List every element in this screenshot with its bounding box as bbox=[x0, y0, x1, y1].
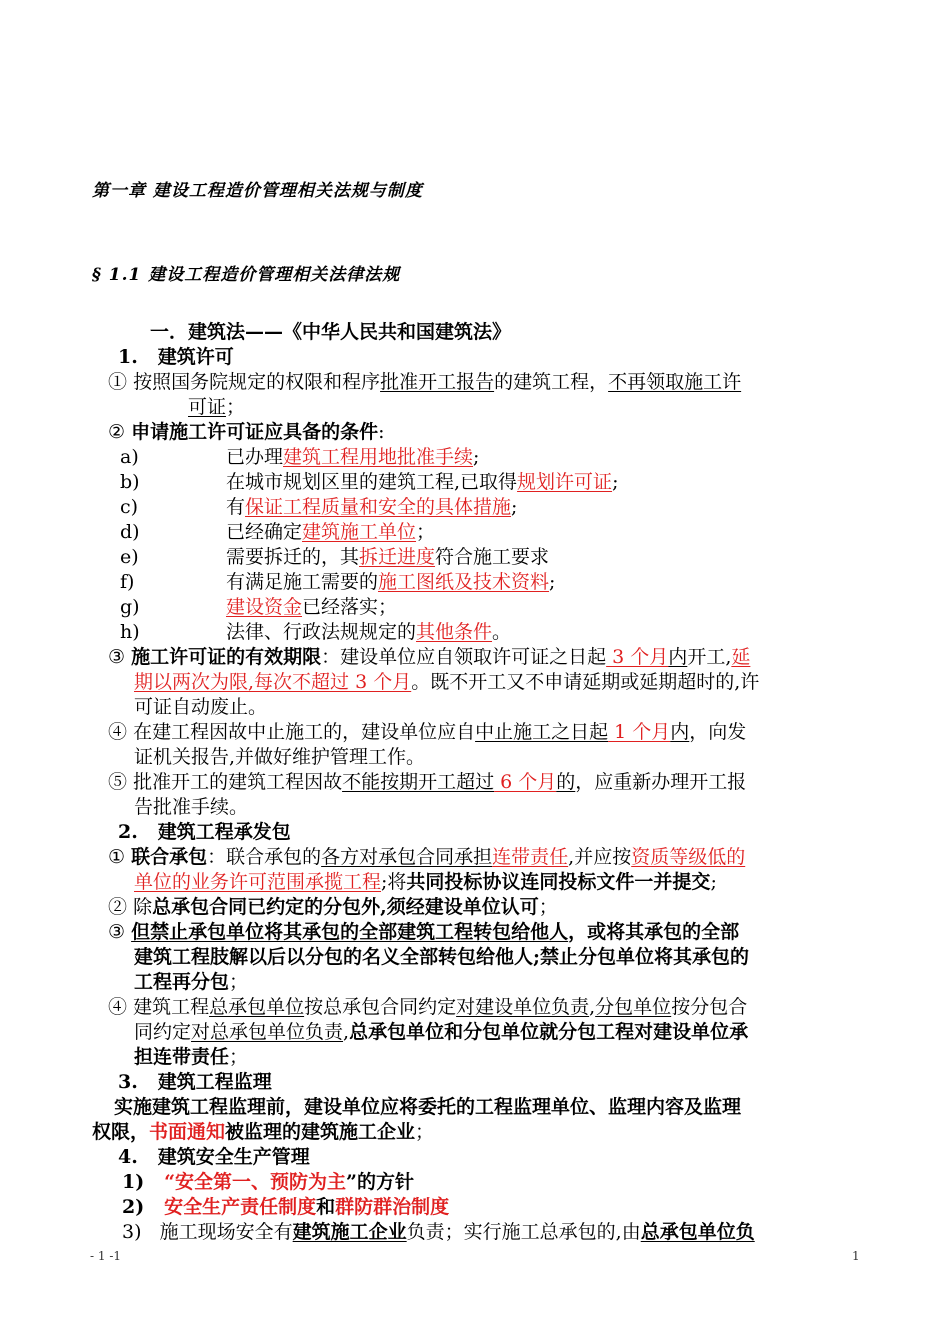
underlined-text: 对总承包单位负责 bbox=[191, 1021, 344, 1043]
circled-mark: ① bbox=[108, 371, 128, 393]
condition-h-text bbox=[226, 620, 511, 644]
underlined-text: 内 bbox=[668, 646, 688, 668]
condition-g bbox=[120, 595, 140, 619]
text: 已办理 bbox=[226, 446, 284, 468]
heading-3 bbox=[118, 1070, 272, 1094]
circled-mark: ① bbox=[108, 846, 126, 868]
contract-item-4 bbox=[108, 995, 747, 1019]
red-text: 1 个月 bbox=[608, 721, 671, 743]
heading-1-title: 建筑许可 bbox=[157, 346, 234, 368]
text: 在城市规划区里的建筑工程,已取得 bbox=[226, 471, 518, 493]
contract-item-1-cont bbox=[134, 870, 717, 894]
bold-text: 担连带责任 bbox=[134, 1046, 230, 1068]
red-text: 安全生产责任制度 bbox=[164, 1196, 317, 1218]
text: ,并应按 bbox=[568, 846, 632, 868]
text: 。既不开工又不申请延期或延期超时的,许 bbox=[411, 671, 760, 693]
safety-item-3 bbox=[122, 1220, 755, 1244]
text: 批准开工的建筑工程因故 bbox=[133, 771, 343, 793]
heading-3-num: 3. bbox=[118, 1071, 138, 1093]
bold-text: 联合承包 bbox=[131, 846, 208, 868]
red-text: 建筑工程用地批准手续 bbox=[283, 446, 474, 468]
permit-item-3 bbox=[108, 645, 750, 669]
underlined-text: 各方对承包合同承担 bbox=[321, 846, 493, 868]
underlined-text: 内 bbox=[670, 721, 690, 743]
underlined-text: 对建设单位负责 bbox=[456, 996, 590, 1018]
text: 有 bbox=[226, 496, 246, 518]
contract-item-1 bbox=[108, 845, 745, 869]
text: 证机关报告,并做好维护管理工作。 bbox=[134, 746, 426, 768]
permit-item-4-cont bbox=[134, 745, 425, 769]
condition-letter: e) bbox=[120, 546, 139, 568]
heading-2-num: 2. bbox=[118, 821, 138, 843]
text: 按照国务院规定的权限和程序 bbox=[133, 371, 381, 393]
supervision-line-2 bbox=[92, 1120, 434, 1144]
red-text: 规划许可证 bbox=[517, 471, 613, 493]
underlined-text: 分包单位 bbox=[595, 996, 672, 1018]
contract-item-4-cont bbox=[134, 1020, 748, 1044]
condition-letter: d) bbox=[120, 521, 140, 543]
contract-item-3-cont bbox=[134, 945, 749, 969]
condition-h bbox=[120, 620, 140, 644]
circled-mark: ③ bbox=[108, 646, 126, 668]
text: 按总承包合同约定 bbox=[304, 996, 457, 1018]
heading-1-num: 1. bbox=[118, 346, 138, 368]
heading-2 bbox=[118, 820, 291, 844]
text: ； bbox=[538, 896, 558, 918]
text: ;将 bbox=[381, 871, 407, 893]
red-text: 期以两次为限,每次不超过 3 个月 bbox=[134, 671, 412, 693]
permit-item-1 bbox=[108, 370, 741, 394]
permit-item-2 bbox=[108, 420, 385, 444]
underlined-text: 批准开工报告 bbox=[380, 371, 495, 393]
permit-item-5 bbox=[108, 770, 746, 794]
permit-item-5-cont bbox=[134, 795, 248, 819]
text: 法律、行政法规规定的 bbox=[226, 621, 417, 643]
item-num: 3) bbox=[122, 1221, 142, 1243]
red-text: 群防群治制度 bbox=[335, 1196, 450, 1218]
text: ; bbox=[612, 471, 619, 493]
bold-underlined-text: 但禁止承包单位将其承包的全部建筑工程转包给他人 bbox=[131, 921, 569, 943]
text: 符合施工要求 bbox=[435, 546, 550, 568]
condition-d-text bbox=[226, 520, 435, 544]
text: 和 bbox=[316, 1196, 336, 1218]
text: 可证自动废止。 bbox=[134, 696, 268, 718]
red-text: 延 bbox=[731, 646, 751, 668]
heading-4 bbox=[118, 1145, 310, 1169]
underlined-text: 不能按期开工超过 bbox=[342, 771, 495, 793]
bold-text: 共同投标协议连同投标文件一并提交 bbox=[406, 871, 711, 893]
text: ； bbox=[416, 521, 436, 543]
underlined-text: 可证 bbox=[188, 396, 227, 418]
heading-1 bbox=[118, 345, 234, 369]
heading-2-title: 建筑工程承发包 bbox=[157, 821, 291, 843]
heading-3-title: 建筑工程监理 bbox=[157, 1071, 272, 1093]
heading-4-title: 建筑安全生产管理 bbox=[157, 1146, 310, 1168]
text: 在建工程因故中止施工的，建设单位应自 bbox=[133, 721, 476, 743]
law-heading: 一．建筑法——《中华人民共和国建筑法》 bbox=[150, 321, 512, 343]
condition-b-text bbox=[226, 470, 618, 494]
text: 同约定 bbox=[134, 1021, 192, 1043]
bold-underlined-text: 建筑施工企业 bbox=[292, 1221, 407, 1243]
bold-text: 被监理的建筑施工企业 bbox=[225, 1121, 416, 1143]
permit-item-4 bbox=[108, 720, 746, 744]
text: , bbox=[589, 996, 596, 1018]
condition-f-text bbox=[226, 570, 555, 594]
circled-mark: ② bbox=[108, 421, 126, 443]
condition-c-text bbox=[226, 495, 517, 519]
condition-c bbox=[120, 495, 138, 519]
bold-text: 建筑工程肢解以后以分包的名义全部转包给他人;禁止分包单位将其承包的 bbox=[134, 946, 750, 968]
red-text: 保证工程质量和安全的具体措施 bbox=[245, 496, 512, 518]
supervision-line-1 bbox=[114, 1095, 741, 1119]
text: , bbox=[343, 1021, 350, 1043]
red-bold-text: 书面通知 bbox=[149, 1121, 226, 1143]
underlined-text: 不再领取施工许 bbox=[608, 371, 742, 393]
text: 告批准手续。 bbox=[134, 796, 249, 818]
bold-text: 施工许可证的有效期限 bbox=[131, 646, 322, 668]
condition-e bbox=[120, 545, 139, 569]
text: ; bbox=[473, 446, 480, 468]
condition-a bbox=[120, 445, 139, 469]
contract-item-2 bbox=[108, 895, 558, 919]
text: ； bbox=[415, 1121, 435, 1143]
text: ：建设单位应自领取许可证之日起 bbox=[321, 646, 607, 668]
condition-d bbox=[120, 520, 140, 544]
red-text: 资质等级低的 bbox=[631, 846, 746, 868]
text: 负责；实行施工总承包的,由 bbox=[406, 1221, 641, 1243]
circled-mark: ⑤ bbox=[108, 771, 128, 793]
bold-text: 权限， bbox=[92, 1121, 150, 1143]
red-text: 3 个月 bbox=[606, 646, 669, 668]
footer-left: - 1 -1 bbox=[90, 1249, 122, 1263]
red-text: 建设资金 bbox=[226, 596, 303, 618]
red-text: “ bbox=[164, 1171, 176, 1193]
bold-text: 申请施工许可证应具备的条件 bbox=[131, 421, 379, 443]
text: ，向发 bbox=[689, 721, 747, 743]
text: 已经落实； bbox=[302, 596, 398, 618]
condition-letter: c) bbox=[120, 496, 139, 518]
text: ”的方针 bbox=[346, 1171, 414, 1193]
item-num: 2) bbox=[122, 1196, 145, 1218]
text: ; bbox=[710, 871, 717, 893]
condition-letter: g) bbox=[120, 596, 140, 618]
red-text: 单位的业务许可范围承揽工程 bbox=[134, 871, 382, 893]
text: ，应重新办理开工报 bbox=[575, 771, 747, 793]
text: 。 bbox=[492, 621, 512, 643]
red-text: 6 个月 bbox=[494, 771, 557, 793]
footer-page-number: 1 bbox=[852, 1249, 860, 1263]
text: 需要拆迁的，其 bbox=[226, 546, 360, 568]
bold-text: 总承包合同已约定的分包外,须经建设单位认可 bbox=[152, 896, 539, 918]
permit-item-1-cont bbox=[188, 395, 245, 419]
chapter-title: 第一章 建设工程造价管理相关法规与制度 bbox=[92, 181, 423, 201]
text: 开工, bbox=[687, 646, 732, 668]
circled-mark: ④ bbox=[108, 996, 128, 1018]
red-text: 安全第一、预防为主 bbox=[175, 1171, 347, 1193]
bold-text: ，或将其承包的全部 bbox=[568, 921, 740, 943]
text: 按分包合 bbox=[671, 996, 748, 1018]
circled-mark: ④ bbox=[108, 721, 128, 743]
heading-4-num: 4. bbox=[118, 1146, 138, 1168]
safety-item-2 bbox=[122, 1195, 449, 1219]
bold-text: 总承包单位和分包单位就分包工程对建设单位承 bbox=[349, 1021, 749, 1043]
condition-letter: h) bbox=[120, 621, 140, 643]
text: : bbox=[378, 421, 385, 443]
condition-letter: b) bbox=[120, 471, 140, 493]
condition-g-text bbox=[226, 595, 397, 619]
safety-item-1 bbox=[122, 1170, 414, 1194]
red-text: 施工图纸及技术资料 bbox=[378, 571, 550, 593]
condition-e-text bbox=[226, 545, 549, 569]
condition-a-text bbox=[226, 445, 479, 469]
condition-letter: f) bbox=[120, 571, 135, 593]
contract-item-3-cont2 bbox=[134, 970, 248, 994]
text: ； bbox=[229, 1046, 249, 1068]
text: ; bbox=[549, 571, 556, 593]
text: 已经确定 bbox=[226, 521, 303, 543]
underlined-text: 总承包单位 bbox=[209, 996, 305, 1018]
circled-mark: ③ bbox=[108, 921, 126, 943]
contract-item-4-cont2 bbox=[134, 1045, 248, 1069]
bold-underlined-text: 总承包单位负 bbox=[640, 1221, 755, 1243]
condition-f bbox=[120, 570, 134, 594]
text: 施工现场安全有 bbox=[159, 1221, 293, 1243]
section-title: § 1.1 建设工程造价管理相关法律法规 bbox=[92, 265, 401, 285]
condition-b bbox=[120, 470, 140, 494]
permit-item-3-cont bbox=[134, 670, 759, 694]
underlined-text: 的 bbox=[556, 771, 576, 793]
text: 建筑工程 bbox=[133, 996, 210, 1018]
text: ； bbox=[229, 971, 249, 993]
red-text: 连带责任 bbox=[492, 846, 569, 868]
text: 的建筑工程， bbox=[494, 371, 609, 393]
text: 有满足施工需要的 bbox=[226, 571, 379, 593]
red-text: 拆迁进度 bbox=[359, 546, 436, 568]
red-text: 建筑施工单位 bbox=[302, 521, 417, 543]
contract-item-3 bbox=[108, 920, 739, 944]
text: ：联合承包的 bbox=[207, 846, 322, 868]
text: ； bbox=[226, 396, 246, 418]
bold-text: 实施建筑工程监理前，建设单位应将委托的工程监理单位、监理内容及监理 bbox=[114, 1096, 742, 1118]
permit-item-3-cont2 bbox=[134, 695, 267, 719]
text: ; bbox=[511, 496, 518, 518]
bold-text: 工程再分包 bbox=[134, 971, 230, 993]
red-text: 其他条件 bbox=[416, 621, 493, 643]
text: 除 bbox=[133, 896, 153, 918]
circled-mark: ② bbox=[108, 896, 128, 918]
condition-letter: a) bbox=[120, 446, 139, 468]
item-num: 1) bbox=[122, 1171, 145, 1193]
underlined-text: 中止施工之日起 bbox=[475, 721, 609, 743]
